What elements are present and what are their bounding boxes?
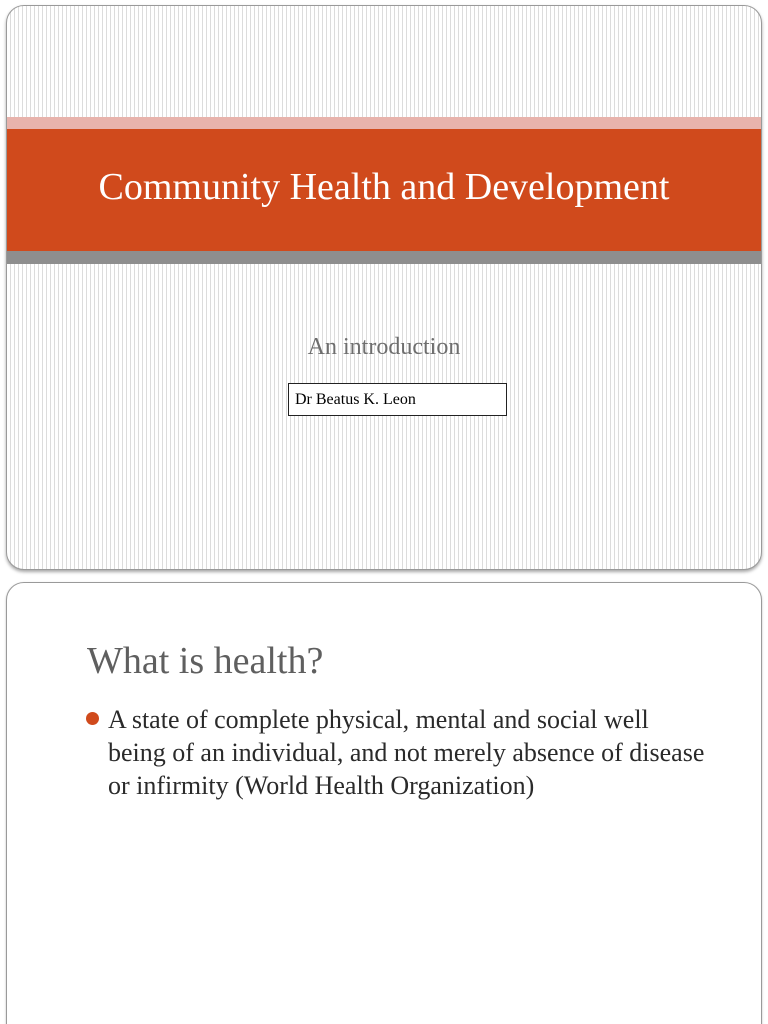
bullet-text: A state of complete physical, mental and social well being of an individual, and not merely absence of disease or infirmity (World Health Organization) [108, 705, 705, 800]
bullet-item [86, 703, 706, 802]
bullet-dot-icon [86, 712, 99, 725]
slide-heading: What is health? [87, 640, 324, 682]
title-band-bottom-stripe [7, 251, 761, 264]
slide-title: Community Health and Development [98, 166, 670, 208]
author-name: Dr Beatus K. Leon [295, 390, 416, 408]
title-band [7, 129, 761, 251]
slide-subtitle: An introduction [307, 334, 461, 360]
title-band-top-stripe [7, 117, 761, 129]
content-slide [6, 582, 762, 1024]
author-box [288, 383, 507, 416]
title-slide [6, 5, 762, 570]
